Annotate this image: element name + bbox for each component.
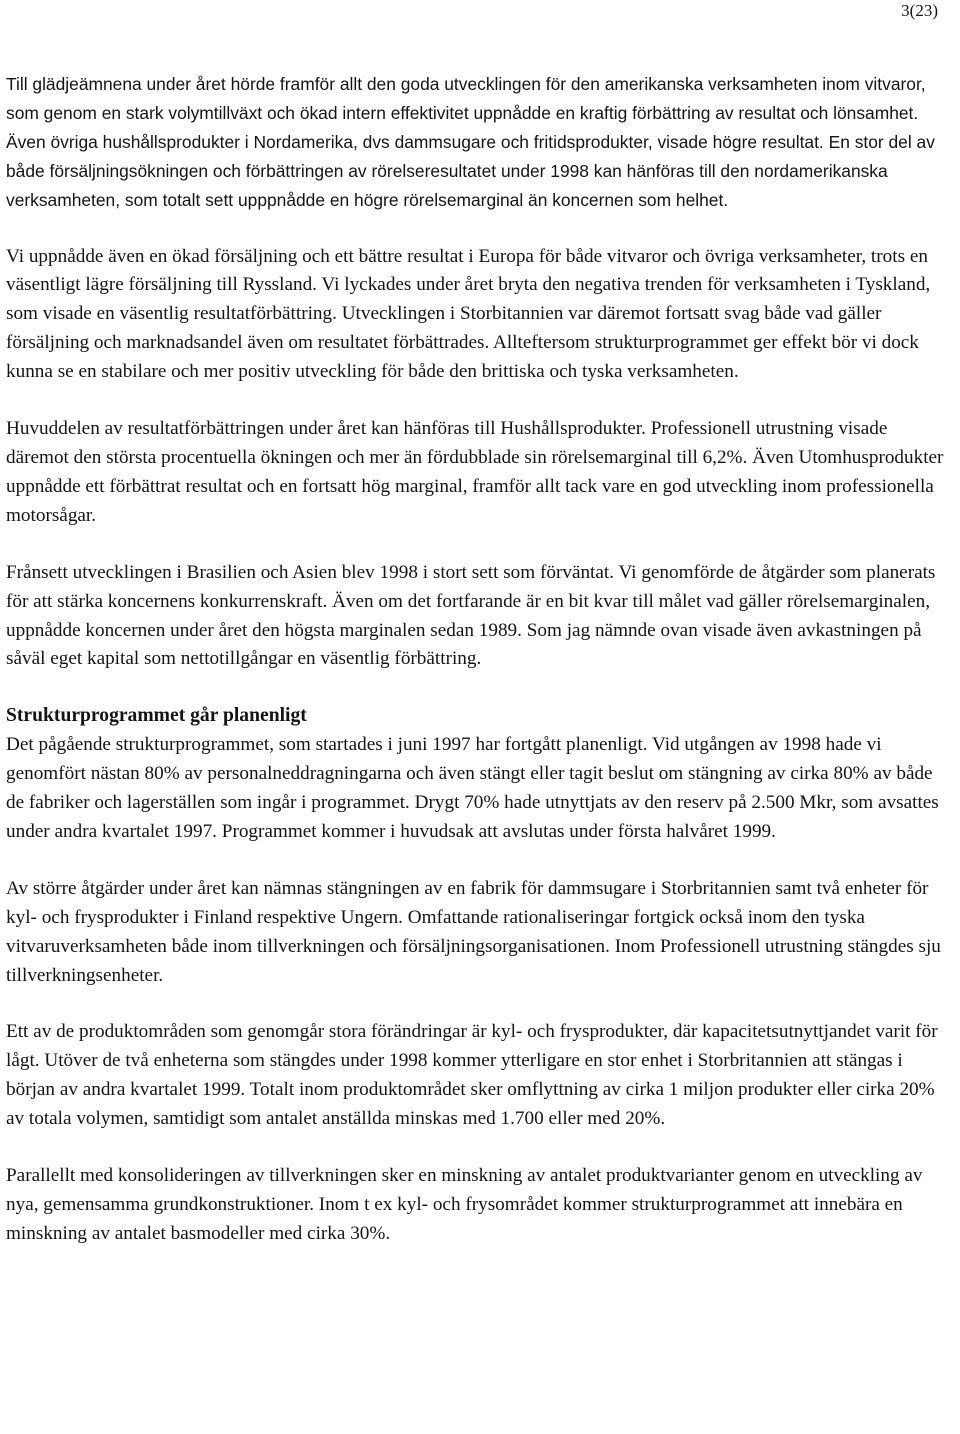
- page-number: 3(23): [901, 1, 938, 20]
- paragraph-north-america: Till glädjeämnena under året hörde framför allt den goda utvecklingen för den amerikanska verksamheten inom vitvaror, som genom en stark volymtillväxt och ökad intern effektivitet uppnådde en kraftig förbättring av resultat och lönsamhet. Även övriga hushållsprodukter i Nordamerika, dvs dammsugare och fritidsprodukter, visade högre resultat. En stor del av både försäljningsökningen och förbättringen av rörelseresultatet under 1998 kan hänföras till den nordamerikanska verksamheten, som totalt sett upppnådde en högre rörelsemarginal än koncernen som helhet.: [6, 74, 935, 210]
- paragraph-structure-progress: Det pågående strukturprogrammet, som startades i juni 1997 har fortgått planenligt. Vid utgången av 1998 hade vi genomfört nästan 80% av personalneddragningarna och även stängt eller tagit beslut om stängning av cirka 80% av både de fabriker och lagerställen som ingår i programmet. Drygt 70% hade utnyttjats av den reserv på 2.500 Mkr, som avsattes under andra kvartalet 1997. Programmet kommer i huvudsak att avslutas under första halvåret 1999.: [6, 734, 939, 842]
- paragraph-refrigeration: Ett av de produktområden som genomgår stora förändringar är kyl- och frysprodukter, där kapacitetsutnyttjandet varit för lågt. Utöver de två enheterna som stängdes under 1998 kommer ytterligare en stor enhet i Storbritannien att stängas i början av andra kvartalet 1999. Totalt inom produktområdet sker omflyttning av cirka 1 miljon produkter eller cirka 20% av totala volymen, samtidigt som antalet anställda minskas med 1.700 eller med 20%.: [6, 1021, 938, 1130]
- paragraph-business-areas: Huvuddelen av resultatförbättringen under året kan hänföras till Hushållsprodukter. Professionell utrustning visade däremot den största procentuella ökningen och mer än fördubblade sin rörelsemarginal till 6,2%. Även Utomhusprodukter uppnådde ett förbättrat resultat och en fortsatt hög marginal, framför allt tack vare en god utveckling inom professionella motorsågar.: [6, 418, 944, 526]
- paragraph-closures: Av större åtgärder under året kan nämnas stängningen av en fabrik för dammsugare i Storbritannien samt två enheter för kyl- och frysprodukter i Finland respektive Ungern. Omfattande rationaliseringar fortgick också inom den tyska vitvaruverksamheten både inom tillverkningen och försäljningsorganisationen. Inom Professionell utrustning stängdes sju tillverkningsenheter.: [6, 877, 941, 986]
- paragraph-europe: Vi uppnådde även en ökad försäljning och ett bättre resultat i Europa för både vitvaror och övriga verksamheter, trots en väsentligt lägre försäljning till Ryssland. Vi lyckades under året bryta den negativa trenden för verksamheten i Tyskland, som visade en väsentlig resultatförbättring. Utvecklingen i Storbitannien var däremot fortsatt svag både vad gäller försäljning och marknadsandel även om resultatet förbättrades. Allteftersom strukturprogrammet ger effekt bör vi dock kunna se en stabilare och mer positiv utveckling för både den brittiska och tyska verksamheten.: [6, 245, 931, 383]
- paragraph-product-variants: Parallellt med konsolideringen av tillverkningen sker en minskning av antalet produktvarianter genom en utveckling av nya, gemensamma grundkonstruktioner. Inom t ex kyl- och frysområdet kommer strukturprogrammet att innebära en minskning av antalet basmodeller med cirka 30%.: [6, 1165, 923, 1244]
- paragraph-outlook: Frånsett utvecklingen i Brasilien och Asien blev 1998 i stort sett som förväntat. Vi genomförde de åtgärder som planerats för att stärka koncernens konkurrenskraft. Även om det fortfarande är en bit kvar till målet vad gäller rörelsemarginalen, uppnådde koncernen under året den högsta marginalen sedan 1989. Som jag nämnde ovan visade även avkastningen på såväl eget kapital som nettotillgångar en väsentlig förbättring.: [6, 561, 936, 670]
- document-body: [6, 70, 952, 1277]
- section-structure-program: [6, 702, 952, 1249]
- section-heading: Strukturprogrammet går planenligt: [6, 705, 307, 727]
